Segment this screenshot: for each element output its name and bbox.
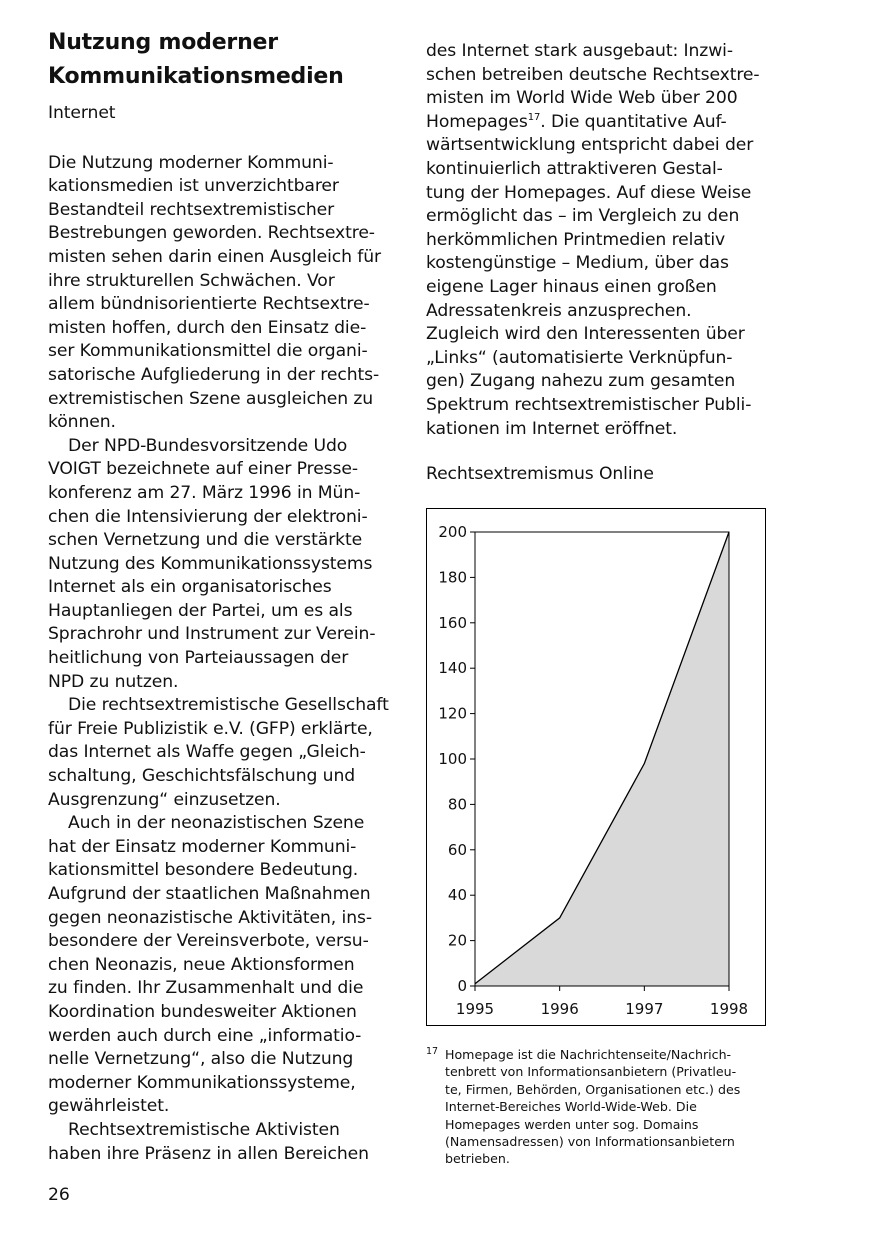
y-tick-label: 0 <box>457 977 467 995</box>
body-paragraph-5: Rechtsextremistische Aktivisten haben ihre Präsenz in allen Bereichen <box>48 1119 369 1164</box>
right-column <box>426 40 781 487</box>
x-tick-label: 1995 <box>455 1000 495 1018</box>
x-tick-label: 1996 <box>540 1000 579 1018</box>
footnote-reference: 17 <box>527 111 541 123</box>
section-subheading: Internet <box>48 103 116 123</box>
body-paragraph-4: Auch in der neonazistischen Szene hat der Einsatz moderner Kommuni- kationsmittel besondere Bedeutung. Aufgrund der staatlichen Maßnahmen gegen neonazistische Aktivitäten, ins- besondere der Vereinsverbote, versu- chen Neonazis, neue Aktionsformen zu finden. Ihr Zusammenhalt und die Koordination bundesweiter Aktionen werden auch durch eine „informatio- nelle Vernetzung“, also die Nutzung moderner Kommunikationssysteme, gewährleistet. <box>48 813 372 1117</box>
body-paragraph-1: Die Nutzung moderner Kommuni- kationsmedien ist unverzichtbarer Bestandteil rechtsextremistischer Bestrebungen geworden. Rechtsextre- misten sehen darin einen Ausgleich für ihre strukturellen Schwächen. Vor allem bündnisorientierte Rechtsextre- misten hoffen, durch den Einsatz die- ser Kommunikationsmittel die organi- satorische Aufgliederung in der rechts- extremistischen Szene ausgleichen zu können. <box>48 152 381 433</box>
online-chart <box>427 509 767 1027</box>
body-paragraph-3: Die rechtsextremistische Gesellschaft für Freie Publizistik e.V. (GFP) erklärte, das Internet als Waffe gegen „Gleich- schaltung, Geschichtsfälschung und Ausgrenzung“ einzusetzen. <box>48 695 389 810</box>
continued-text-part-1: des Internet stark ausgebaut: Inzwi- schen betreiben deutsche Rechtsextre- misten im World Wide Web über 200 Homepages <box>426 41 760 132</box>
chart-caption: Rechtsextremismus Online <box>426 464 654 485</box>
page-number: 26 <box>48 1185 70 1205</box>
y-tick-label: 100 <box>438 750 467 768</box>
y-tick-label: 20 <box>447 931 467 950</box>
y-tick-label: 80 <box>447 795 467 814</box>
continued-text-part-2: . Die quantitative Auf- wärtsentwicklung entspricht dabei der kontinuierlich attraktiveren Gestal- tung der Homepages. Auf diese Weise ermöglicht das – im Vergleich zu den herkömmlichen Printmedien relativ kostengünstige – Medium, über das eigene Lager hinaus einen großen Adressatenkreis anzusprechen. Zugleich wird den Interessenten über „Links“ (automatisierte Verknüpfun- gen) Zugang nahezu zum gesamten Spektrum rechtsextremistischer Publi- kationen im Internet eröffnet. <box>426 111 754 439</box>
y-tick-label: 180 <box>438 568 467 587</box>
continued-paragraph <box>426 40 781 441</box>
y-tick-label: 200 <box>438 523 467 541</box>
footnote-number: 17 <box>426 1046 439 1057</box>
y-tick-label: 120 <box>438 704 467 723</box>
chart-frame <box>426 508 766 1026</box>
footnote <box>426 1046 771 1168</box>
y-tick-label: 140 <box>438 659 467 678</box>
section-heading: Nutzung moderner Kommunikationsmedien <box>48 30 344 89</box>
x-tick-label: 1998 <box>709 1000 749 1018</box>
y-tick-label: 160 <box>438 613 467 632</box>
body-paragraph-2: Der NPD-Bundesvorsitzende Udo VOIGT bezeichnete auf einer Presse- konferenz am 27. März 1996 in Mün- chen die Intensivierung der elektroni- schen Vernetzung und die verstärkte Nutzung des Kommunikationssystems Internet als ein organisatorisches Hauptanliegen der Partei, um es als Sprachrohr und Instrument zur Verein- heitlichung von Parteiaussagen der NPD zu nutzen. <box>48 435 376 692</box>
y-tick-label: 60 <box>447 840 467 859</box>
footnote-text: Homepage ist die Nachrichtenseite/Nachrich- tenbrett von Informationsanbietern (Privatleu- te, Firmen, Behörden, Organisationen etc.) des Internet-Bereiches World-Wide-Web. Die Homepages werden unter sog. Domains (Namensadressen) von Informationsanbietern betrieben. <box>445 1047 741 1167</box>
left-column <box>48 26 398 1166</box>
y-tick-label: 40 <box>447 886 467 905</box>
x-tick-label: 1997 <box>625 1000 664 1018</box>
